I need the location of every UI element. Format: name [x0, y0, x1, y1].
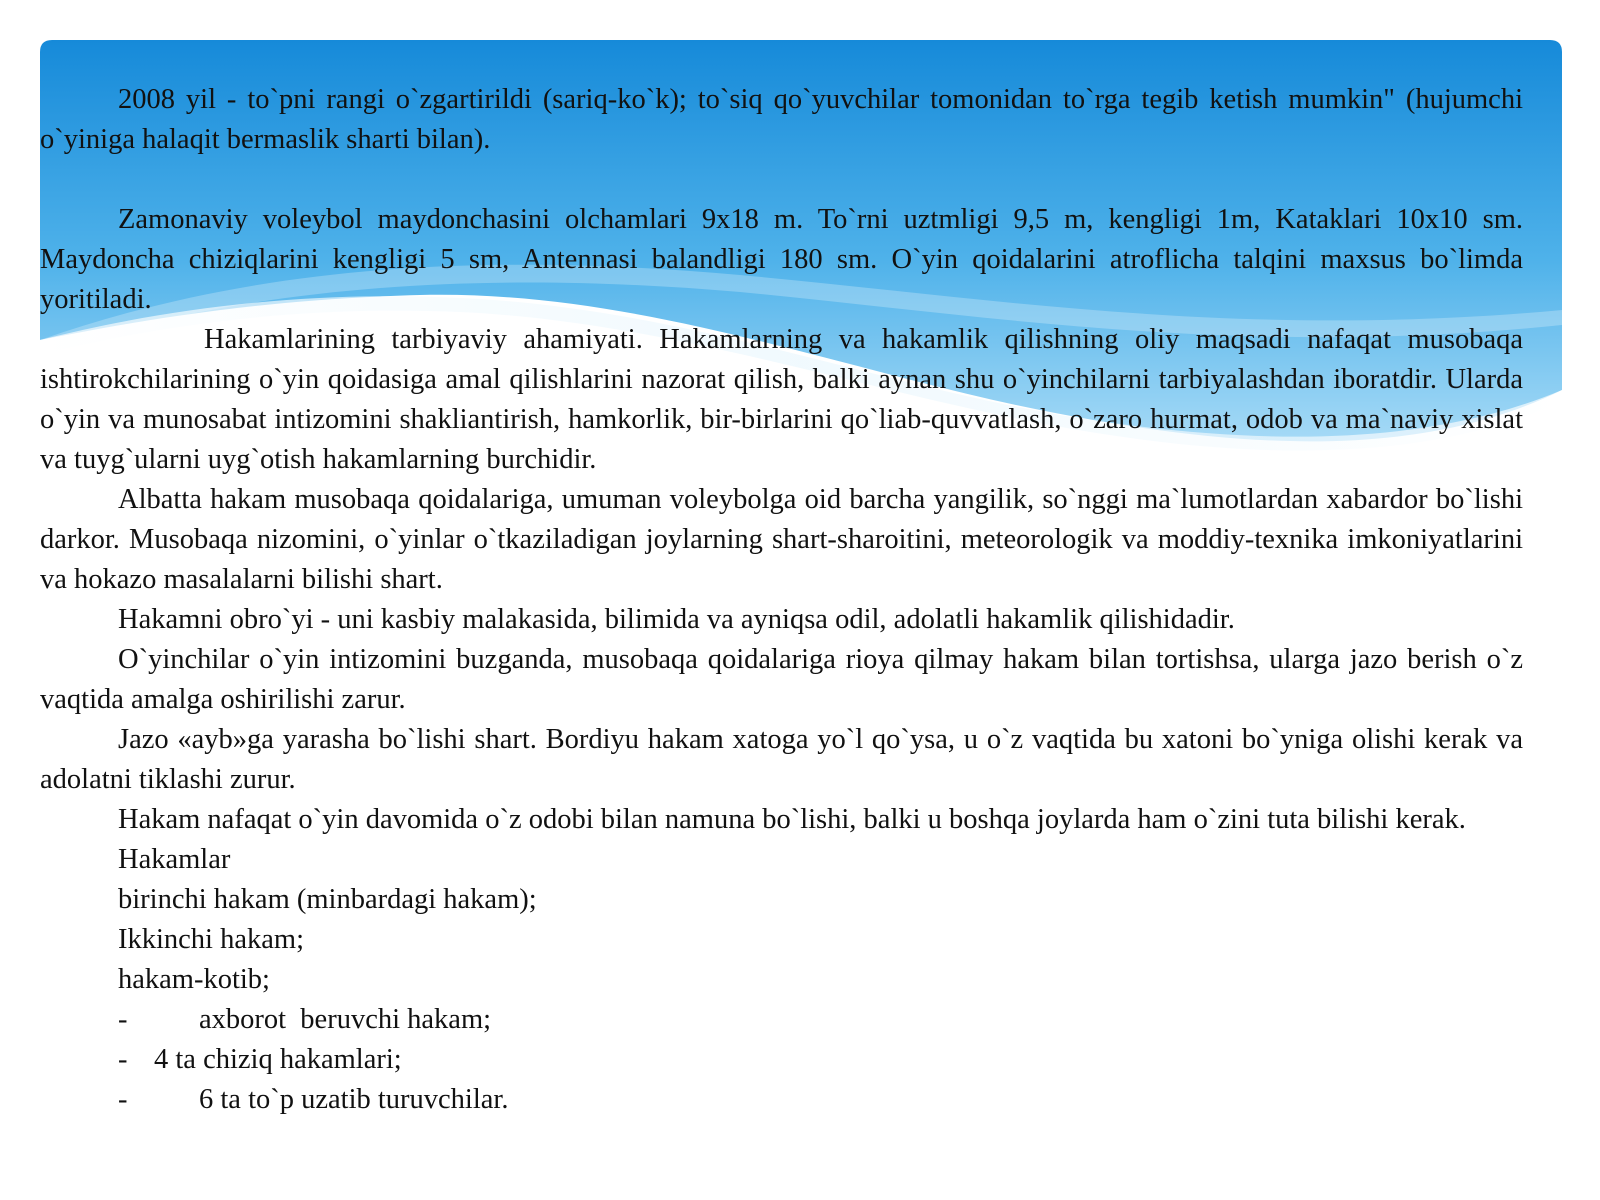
- paragraph-punishment: Jazo «ayb»ga yarasha bo`lishi shart. Bordiyu hakam xatoga yo`l qo`ysa, u o`z vaqtida bu xatoni bo`yniga olishi kerak va adolatni tiklashi zurur.: [40, 724, 1523, 795]
- dash-bullet: -: [118, 1084, 128, 1115]
- list-item: hakam-kotib;: [118, 964, 270, 995]
- list-item: [40, 1040, 1523, 1080]
- blank-line: [40, 160, 1523, 200]
- list-item-text: axborot beruvchi hakam;: [199, 1004, 492, 1035]
- document-body: [40, 80, 1523, 1120]
- paragraph-referee-reputation: Hakamni obro`yi - uni kasbiy malakasida, bilimida va ayniqsa odil, adolatli hakamlik qilishidadir.: [118, 604, 1235, 635]
- paragraph-history: 2008 yil - to`pni rangi o`zgartirildi (sariq-ko`k); to`siq qo`yuvchilar tomonidan to`rga tegib ketish mumkin" (hujumchi o`yiniga halaqit bermaslik sharti bilan).: [40, 84, 1523, 155]
- list-item: [40, 1080, 1523, 1120]
- paragraph-referee-education: Hakamlarining tarbiyaviy ahamiyati. Hakamlarning va hakamlik qilishning oliy maqsadi nafaqat musobaqa ishtirokchilarining o`yin qoidasiga amal qilishlarini nazorat qilish, balki aynan shu o`yinchilarni tarbiyalashdan iboratdir. Ularda o`yin va munosabat intizomini shakliantirish, hamkorlik, bir-birlarini qo`liab-quvvatlash, o`zaro hurmat, odob va ma`naviy xislat va tuyg`ularni uyg`otish hakamlarning burchidir.: [40, 324, 1523, 475]
- dash-bullet: -: [118, 1004, 128, 1035]
- list-item: [40, 1000, 1523, 1040]
- dash-bullet: -: [118, 1044, 128, 1075]
- list-heading: Hakamlar: [118, 844, 231, 875]
- list-item-text: 4 ta chiziq hakamlari;: [154, 1044, 402, 1075]
- list-item: Ikkinchi hakam;: [118, 924, 304, 955]
- paragraph-conduct: Hakam nafaqat o`yin davomida o`z odobi bilan namuna bo`lishi, balki u boshqa joylarda ham o`zini tuta bilishi kerak.: [118, 804, 1466, 835]
- list-item: birinchi hakam (minbardagi hakam);: [118, 884, 537, 915]
- paragraph-court-dimensions: Zamonaviy voleybol maydonchasini olchamlari 9x18 m. To`rni uztmligi 9,5 m, kengligi 1m, Kataklari 10x10 sm. Maydoncha chiziqlarini kengligi 5 sm, Antennasi balandligi 180 sm. O`yin qoidalarini atroflicha talqini maxsus bo`limda yoritiladi.: [40, 204, 1523, 315]
- list-item-text: 6 ta to`p uzatib turuvchilar.: [199, 1084, 509, 1115]
- paragraph-referee-knowledge: Albatta hakam musobaqa qoidalariga, umuman voleybolga oid barcha yangilik, so`nggi ma`lumotlardan xabardor bo`lishi darkor. Musobaqa nizomini, o`yinlar o`tkaziladigan joylarning shart-sharoitini, meteorologik va moddiy-texnika imkoniyatlarini va hokazo masalalarni bilishi shart.: [40, 484, 1523, 595]
- paragraph-discipline: O`yinchilar o`yin intizomini buzganda, musobaqa qoidalariga rioya qilmay hakam bilan tortishsa, ularga jazo berish o`z vaqtida amalga oshirilishi zarur.: [40, 644, 1523, 715]
